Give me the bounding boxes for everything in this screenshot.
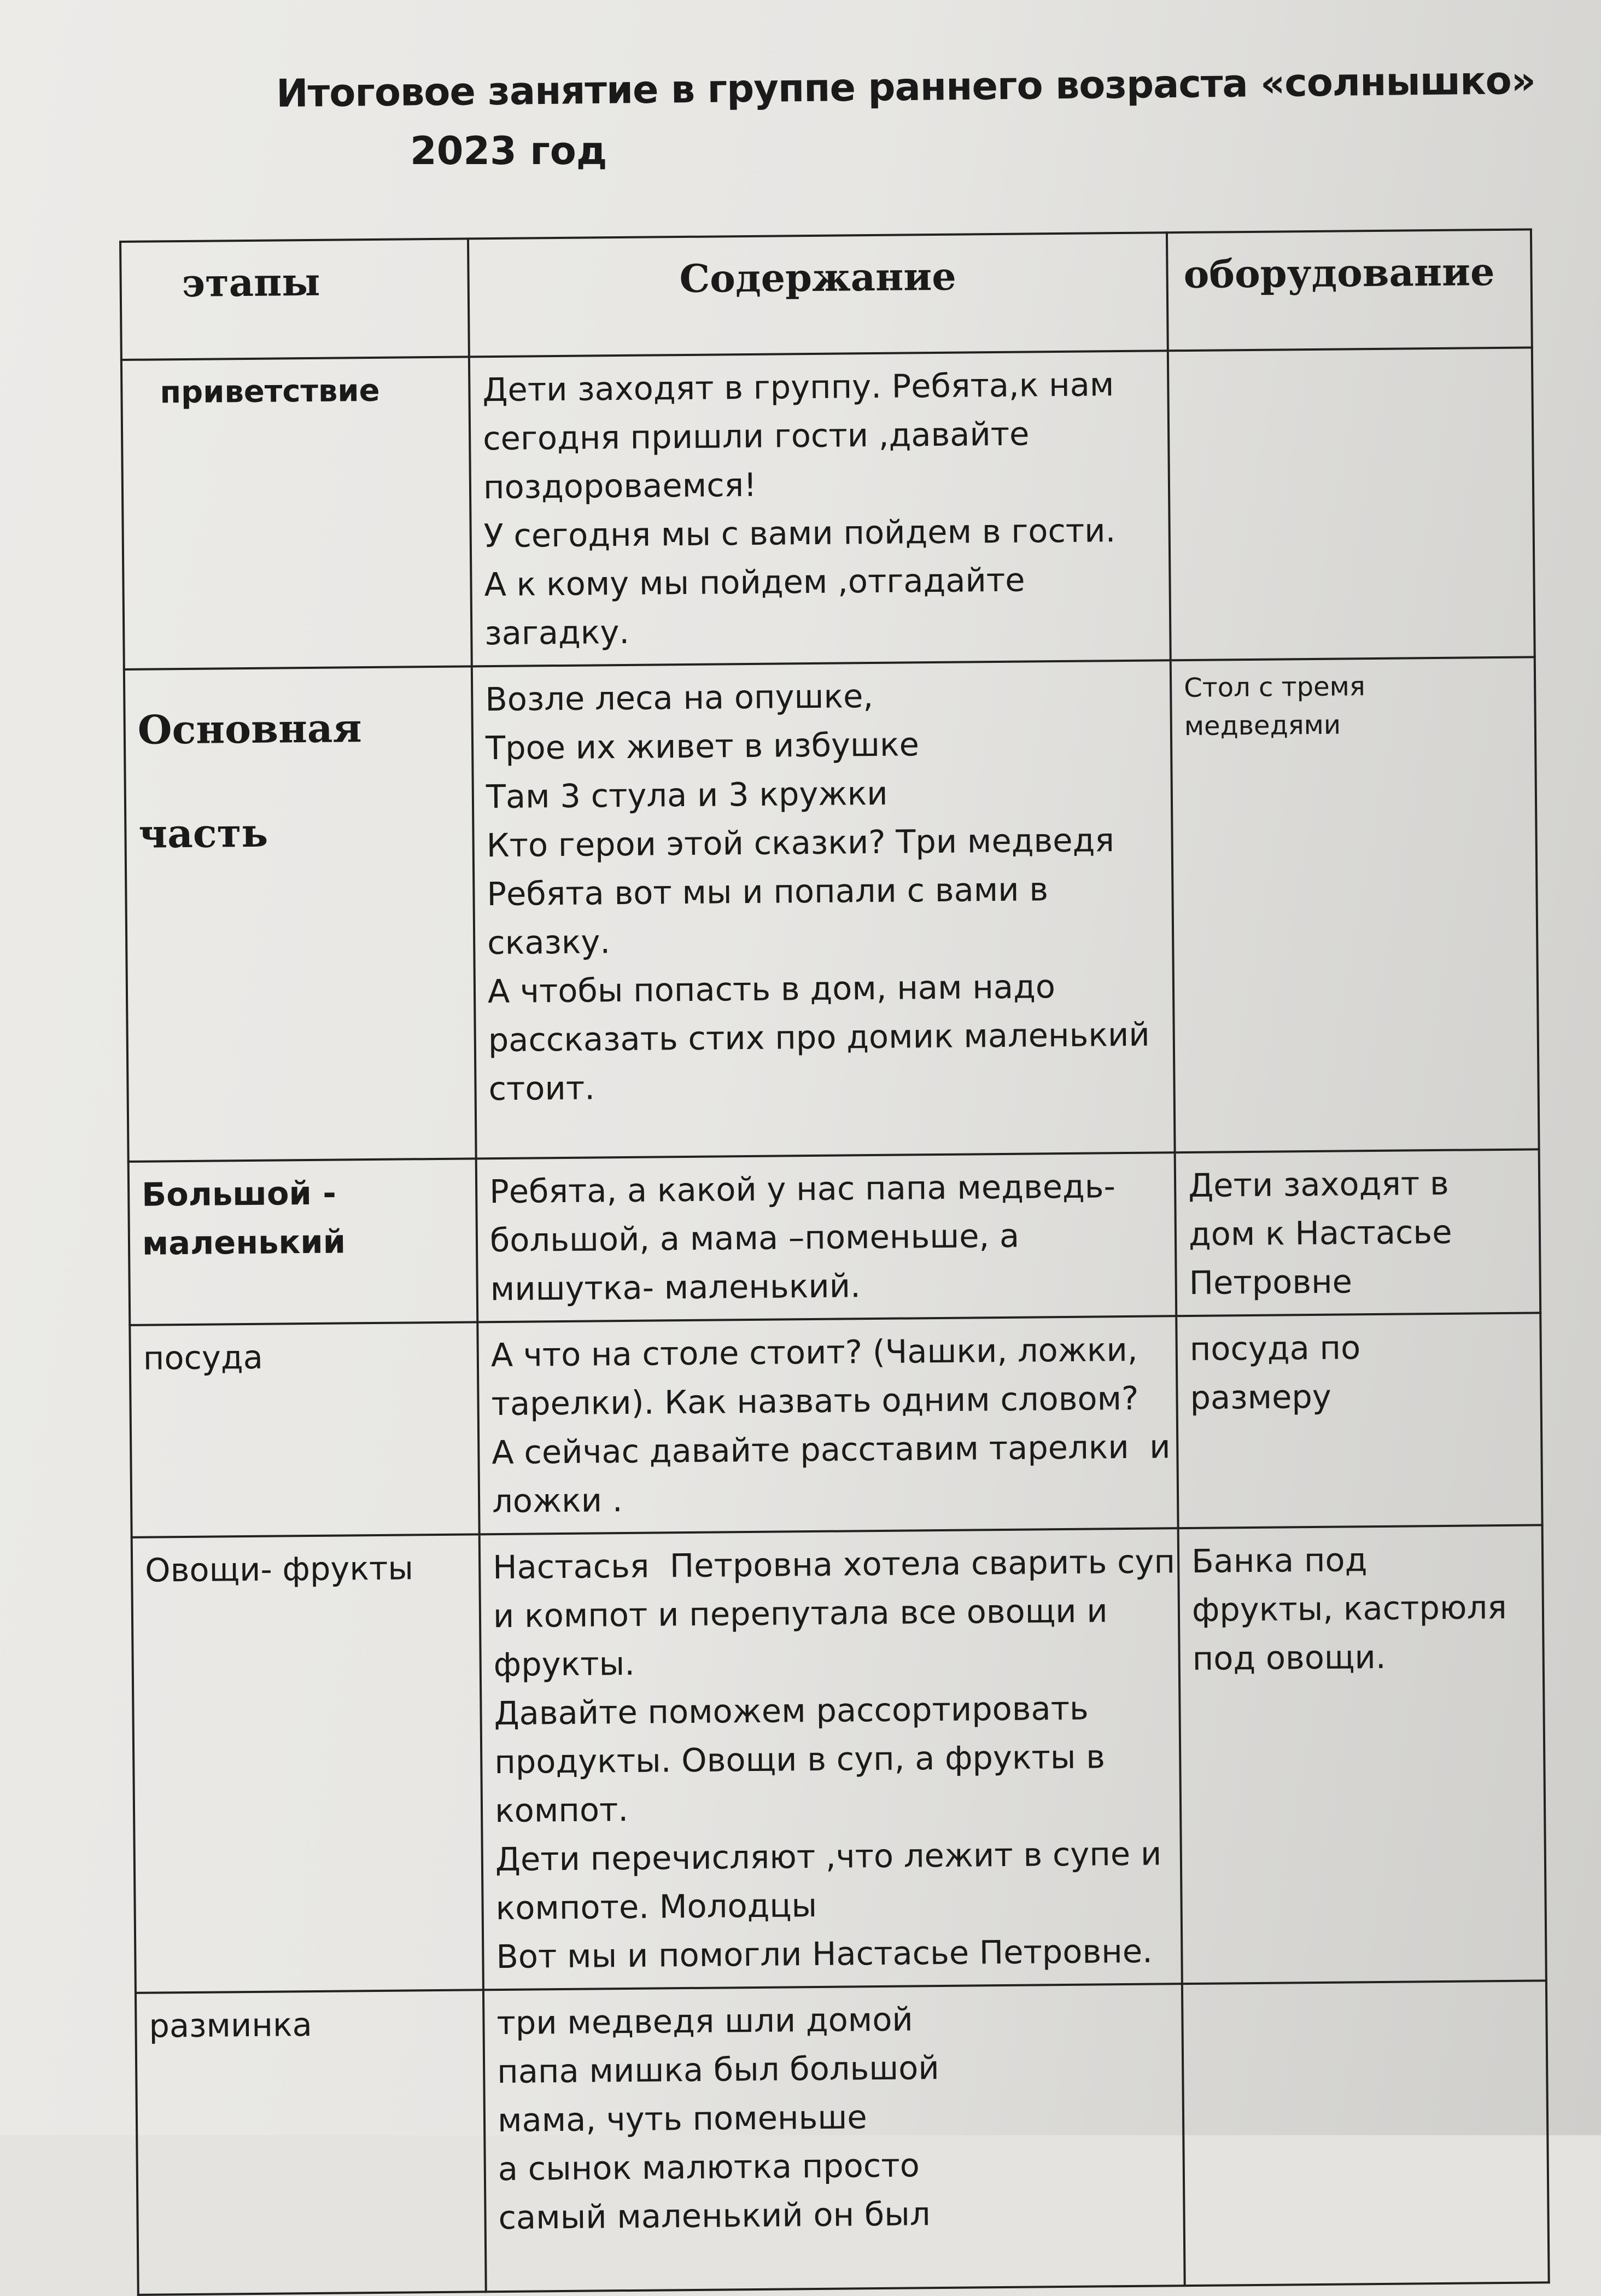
content-line: мама, чуть поменьше bbox=[497, 2098, 867, 2140]
content-line: Кто герои этой сказки? Три медведя bbox=[486, 821, 1115, 865]
table-row bbox=[124, 657, 1539, 1161]
stage-label: Основная bbox=[137, 704, 363, 753]
equipment-line: Петровне bbox=[1189, 1262, 1353, 1302]
equipment-cell bbox=[1171, 657, 1539, 1152]
content-line: мишутка- маленький. bbox=[490, 1267, 861, 1308]
content-line: загадку. bbox=[484, 613, 630, 652]
table-row bbox=[136, 1980, 1549, 2294]
stage-cell bbox=[124, 666, 476, 1162]
equipment-line: под овощи. bbox=[1192, 1637, 1386, 1677]
equipment-cell bbox=[1168, 347, 1535, 660]
stage-label: Овощи- фрукты bbox=[144, 1549, 414, 1589]
content-line: Там 3 стула и 3 кружки bbox=[486, 774, 888, 816]
content-line: Настасья Петровна хотела сварить суп bbox=[492, 1542, 1176, 1587]
content-line: Ребята, а какой у нас папа медведь- bbox=[489, 1167, 1116, 1211]
content-line: компот. bbox=[494, 1790, 629, 1830]
content-line: ложки . bbox=[492, 1481, 623, 1520]
content-line: У сегодня мы с вами пойдем в гости. bbox=[483, 511, 1116, 555]
content-line: Дети заходят в группу. Ребята,к нам bbox=[482, 365, 1114, 409]
table-row bbox=[132, 1525, 1546, 1992]
header-content: Содержание bbox=[468, 232, 1168, 357]
content-cell bbox=[472, 660, 1175, 1158]
equipment-line: Дети заходят в bbox=[1188, 1164, 1450, 1205]
content-line: большой, а мама –поменьше, а bbox=[489, 1216, 1020, 1260]
content-line: папа мишка был большой bbox=[496, 2049, 939, 2091]
stage-label: посуда bbox=[143, 1338, 264, 1377]
content-line: стоит. bbox=[488, 1069, 595, 1108]
content-line: сегодня пришли гости ,давайте bbox=[482, 415, 1030, 458]
stage-cell bbox=[136, 1990, 486, 2295]
header-stages: этапы bbox=[120, 238, 469, 360]
content-line: Трое их живет в избушке bbox=[485, 725, 920, 767]
stage-cell bbox=[128, 1158, 478, 1325]
equipment-line: дом к Настасье bbox=[1188, 1213, 1452, 1253]
content-line: тарелки). Как назвать одним словом? bbox=[491, 1379, 1139, 1423]
content-line: самый маленький он был bbox=[498, 2195, 931, 2237]
stage-label: разминка bbox=[149, 2006, 312, 2045]
content-line: А к кому мы пойдем ,отгадайте bbox=[484, 561, 1025, 604]
table-row bbox=[128, 1149, 1541, 1325]
content-line: продукты. Овощи в суп, а фрукты в bbox=[494, 1738, 1106, 1781]
equipment-line: Стол с тремя bbox=[1183, 671, 1365, 704]
equipment-line: Банка под bbox=[1191, 1541, 1368, 1580]
content-cell bbox=[483, 1984, 1185, 2292]
content-cell bbox=[477, 1316, 1178, 1534]
content-line: Давайте поможем рассортировать bbox=[494, 1689, 1089, 1733]
stage-cell bbox=[132, 1534, 483, 1993]
table-row bbox=[130, 1313, 1542, 1537]
stage-label: Большой - bbox=[141, 1174, 337, 1214]
content-cell bbox=[469, 351, 1171, 666]
content-line: поздороваемся! bbox=[483, 465, 757, 506]
content-line: и компот и перепутала все овощи и bbox=[493, 1592, 1108, 1635]
content-line: рассказать стих про домик маленький bbox=[488, 1015, 1150, 1059]
stage-label: приветствие bbox=[160, 372, 380, 411]
stage-cell bbox=[130, 1322, 479, 1537]
content-line: Возле леса на опушке, bbox=[485, 677, 874, 719]
table-row bbox=[121, 347, 1535, 669]
stage-label: часть bbox=[138, 809, 268, 857]
header-equipment: оборудование bbox=[1167, 229, 1532, 351]
equipment-line: медведями bbox=[1184, 709, 1341, 742]
content-line: А чтобы попасть в дом, нам надо bbox=[487, 968, 1056, 1011]
lesson-table bbox=[119, 228, 1550, 2295]
content-line: сказку. bbox=[487, 923, 611, 962]
content-line: Дети перечисляют ,что лежит в супе и bbox=[495, 1834, 1162, 1879]
content-cell bbox=[480, 1528, 1182, 1990]
content-line: Вот мы и помогли Настасье Петровне. bbox=[496, 1932, 1153, 1976]
content-cell bbox=[476, 1152, 1177, 1322]
table-header-row bbox=[120, 229, 1532, 360]
equipment-line: фрукты, кастрюля bbox=[1191, 1588, 1507, 1629]
content-line: Ребята вот мы и попали с вами в bbox=[487, 870, 1049, 913]
content-line: а сынок малютка просто bbox=[498, 2146, 920, 2188]
content-line: три медведя шли домой bbox=[496, 2000, 914, 2042]
equipment-cell bbox=[1175, 1149, 1541, 1316]
content-line: компоте. Молодцы bbox=[495, 1886, 817, 1927]
equipment-line: размеру bbox=[1190, 1377, 1331, 1417]
equipment-cell bbox=[1176, 1313, 1542, 1528]
equipment-cell bbox=[1182, 1980, 1549, 2286]
document-year: 2023 год bbox=[410, 129, 607, 173]
equipment-cell bbox=[1178, 1525, 1546, 1984]
stage-cell bbox=[121, 357, 472, 669]
content-line: А сейчас давайте расставим тарелки и bbox=[492, 1427, 1171, 1472]
lesson-table-wrapper bbox=[119, 228, 1548, 2295]
content-line: А что на столе стоит? (Чашки, ложки, bbox=[490, 1330, 1138, 1374]
stage-label: маленький bbox=[142, 1222, 346, 1262]
content-line: фрукты. bbox=[493, 1644, 635, 1684]
equipment-line: посуда по bbox=[1189, 1328, 1361, 1368]
document-title: Итоговое занятие в группе раннего возраста «солнышко» bbox=[276, 57, 1536, 116]
